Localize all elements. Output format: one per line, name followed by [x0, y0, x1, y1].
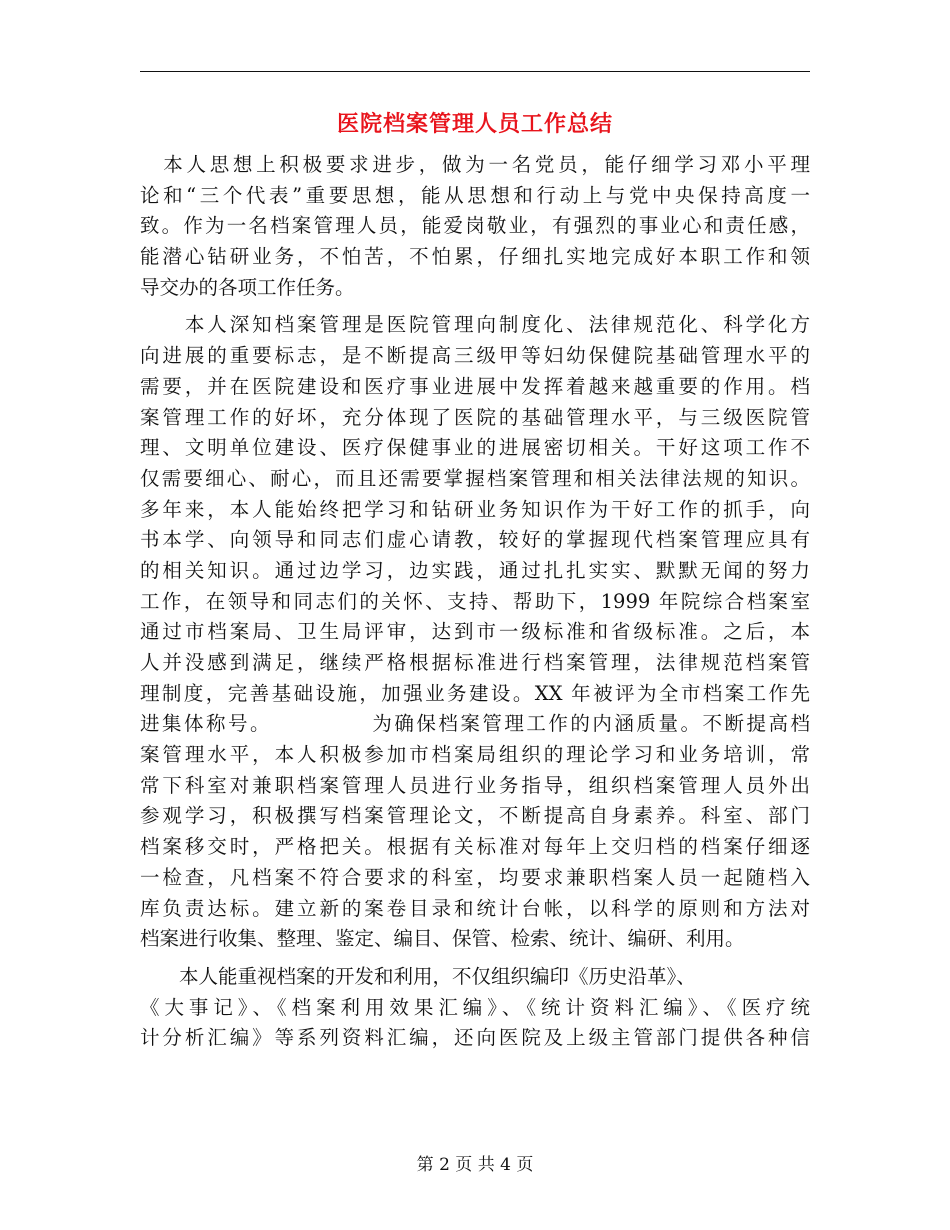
body-line: 导交办的各项工作任务。: [140, 275, 355, 299]
body-line: 致。作为一名档案管理人员，能爱岗敬业，有强烈的事业心和责任感，: [140, 214, 810, 238]
body-line: 进集体称号。 为确保档案管理工作的内涵质量。不断提高档: [140, 712, 810, 736]
body-line: 人并没感到满足，继续严格根据标准进行档案管理，法律规范档案管: [140, 651, 810, 674]
body-line: 库负责达标。建立新的案卷目录和统计台帐，以科学的原则和方法对: [140, 896, 810, 920]
document-body: [140, 150, 810, 1054]
body-line: 多年来，本人能始终把学习和钻研业务知识作为干好工作的抓手，向: [140, 497, 810, 521]
body-line: 仅需要细心、耐心，而且还需要掌握档案管理和相关法律法规的知识。: [140, 466, 810, 490]
body-line: 需要，并在医院建设和医疗事业进展中发挥着越来越重要的作用。档: [140, 374, 810, 398]
body-line: 理制度，完善基础设施，加强业务建设。XX 年被评为全市档案工作先: [140, 681, 810, 705]
body-line: 档案移交时，严格把关。根据有关标准对每年上交归档的档案仔细逐: [140, 835, 810, 859]
body-line: 本人思想上积极要求进步，做为一名党员，能仔细学习邓小平理: [140, 153, 810, 176]
body-line: 工作，在领导和同志们的关怀、支持、帮助下，1999 年院综合档案室: [140, 589, 810, 613]
body-line: 书本学、向领导和同志们虚心请教，较好的掌握现代档案管理应具有: [140, 528, 810, 552]
body-line: 的相关知识。通过边学习，边实践，通过扎扎实实、默默无闻的努力: [140, 558, 810, 582]
body-line: 通过市档案局、卫生局评审，达到市一级标准和省级标准。之后，本: [140, 620, 810, 644]
body-line: 案管理工作的好坏，充分体现了医院的基础管理水平，与三级医院管: [140, 405, 810, 429]
body-line: 常下科室对兼职档案管理人员进行业务指导，组织档案管理人员外出: [140, 773, 810, 797]
body-line: 能潜心钻研业务，不怕苦，不怕累，仔细扎实地完成好本职工作和领: [140, 245, 810, 269]
body-line: 《大事记》、《档案利用效果汇编》、《统计资料汇编》、《医疗统: [140, 995, 810, 1019]
body-line: 向进展的重要标志，是不断提高三级甲等妇幼保健院基础管理水平的: [140, 344, 810, 368]
header-rule: [140, 71, 810, 72]
body-line: 案管理水平，本人积极参加市档案局组织的理论学习和业务培训，常: [140, 743, 810, 767]
body-line: 参观学习，积极撰写档案管理论文，不断提高自身素养。科室、部门: [140, 804, 810, 828]
body-line: 计分析汇编》等系列资料汇编，还向医院及上级主管部门提供各种信: [140, 1026, 810, 1050]
body-line: 本人深知档案管理是医院管理向制度化、法律规范化、科学化方: [140, 313, 810, 337]
body-line: 档案进行收集、整理、鉴定、编目、保管、检索、统计、编研、利用。: [140, 927, 745, 951]
page-number-footer: 第 2 页 共 4 页: [416, 1155, 534, 1175]
body-line: 一检查，凡档案不符合要求的科室，均要求兼职档案人员一起随档入: [140, 865, 810, 889]
body-line: 理、文明单位建设、医疗保健事业的进展密切相关。干好这项工作不: [140, 436, 810, 460]
document-title: 医院档案管理人员工作总结: [336, 111, 613, 137]
body-line: 本人能重视档案的开发和利用，不仅组织编印《历史沿革》、: [140, 964, 696, 988]
body-line: 论和“三个代表”重要思想，能从思想和行动上与党中央保持高度一: [140, 183, 810, 207]
